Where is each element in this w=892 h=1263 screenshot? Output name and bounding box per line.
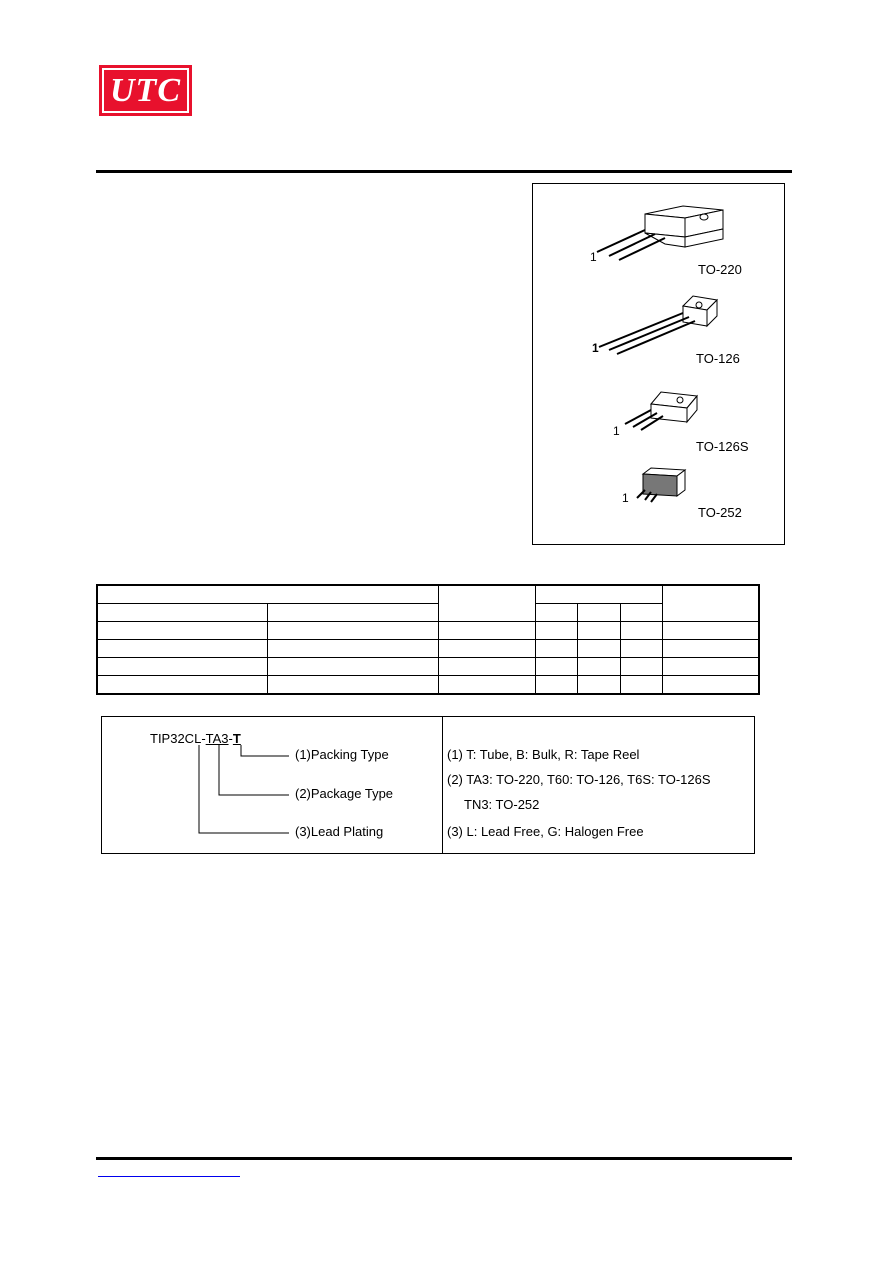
table-cell <box>535 676 577 695</box>
package-description-cont: TN3: TO-252 <box>464 797 540 812</box>
table-cell <box>662 658 759 676</box>
table-cell <box>577 640 620 658</box>
package-code: TA3 <box>205 731 229 746</box>
table-cell <box>577 622 620 640</box>
to126s-label: TO-126S <box>696 439 749 454</box>
table-cell <box>267 640 438 658</box>
part-number-code-box <box>101 716 755 854</box>
part-separator: - <box>201 731 206 746</box>
table-header-cell <box>438 585 535 622</box>
table-header-cell <box>577 604 620 622</box>
table-cell <box>535 658 577 676</box>
to252-pin1-label: 1 <box>622 491 629 505</box>
table-cell <box>620 622 662 640</box>
to252-label: TO-252 <box>698 505 742 520</box>
table-subheader-row <box>97 604 759 622</box>
table-cell <box>620 658 662 676</box>
plating-description: (3) L: Lead Free, G: Halogen Free <box>447 824 644 839</box>
to220-label: TO-220 <box>698 262 742 277</box>
table-header-cell <box>620 604 662 622</box>
packing-description: (1) T: Tube, B: Bulk, R: Tape Reel <box>447 747 640 762</box>
package-type-label: (2)Package Type <box>295 786 394 801</box>
to126-drawing <box>599 296 717 354</box>
table-header-cell <box>535 604 577 622</box>
table-cell <box>438 676 535 695</box>
table-cell <box>97 622 267 640</box>
table-cell <box>438 658 535 676</box>
logo-frame <box>102 68 189 113</box>
ordering-table <box>96 584 760 695</box>
table-cell <box>97 676 267 695</box>
table-cell <box>97 640 267 658</box>
part-separator: - <box>228 731 233 746</box>
table-cell <box>620 676 662 695</box>
packing-code: T <box>232 731 241 746</box>
table-header-cell <box>97 585 438 604</box>
table-row <box>97 676 759 695</box>
package-figure-box <box>532 183 785 545</box>
table-cell <box>438 640 535 658</box>
utc-logo <box>97 63 194 118</box>
table-header-cell <box>662 585 759 622</box>
table-row <box>97 640 759 658</box>
part-number <box>150 731 241 746</box>
code-box-divider <box>442 717 443 853</box>
table-cell <box>267 622 438 640</box>
table-cell <box>577 658 620 676</box>
logo-text: UTC <box>110 71 181 109</box>
table-header-cell <box>267 604 438 622</box>
package-description: (2) TA3: TO-220, T60: TO-126, T6S: TO-126S <box>447 772 711 787</box>
table-cell <box>620 640 662 658</box>
table-cell <box>438 622 535 640</box>
to220-pin1-label: 1 <box>590 250 597 264</box>
to220-drawing <box>597 206 723 260</box>
table-cell <box>662 622 759 640</box>
table-header-cell <box>535 585 662 604</box>
table-cell <box>535 640 577 658</box>
table-header-row <box>97 585 759 604</box>
table-cell <box>662 676 759 695</box>
table-cell <box>97 658 267 676</box>
package-drawings <box>533 184 786 546</box>
table-cell <box>535 622 577 640</box>
footer-rule <box>96 1157 792 1160</box>
to252-drawing <box>637 468 685 502</box>
lead-plating-label: (3)Lead Plating <box>295 824 384 839</box>
to126-label: TO-126 <box>696 351 740 366</box>
part-prefix: TIP32CL <box>150 731 202 746</box>
footer-link-underline[interactable] <box>98 1176 240 1177</box>
table-cell <box>662 640 759 658</box>
table-header-cell <box>97 604 267 622</box>
table-cell <box>267 658 438 676</box>
to126s-pin1-label: 1 <box>613 424 620 438</box>
to126s-drawing <box>625 392 697 430</box>
table-row <box>97 622 759 640</box>
table-cell <box>267 676 438 695</box>
table-row <box>97 658 759 676</box>
packing-type-label: (1)Packing Type <box>295 747 389 762</box>
header-rule <box>96 170 792 173</box>
table-cell <box>577 676 620 695</box>
to126-pin1-label: 1 <box>592 341 599 355</box>
